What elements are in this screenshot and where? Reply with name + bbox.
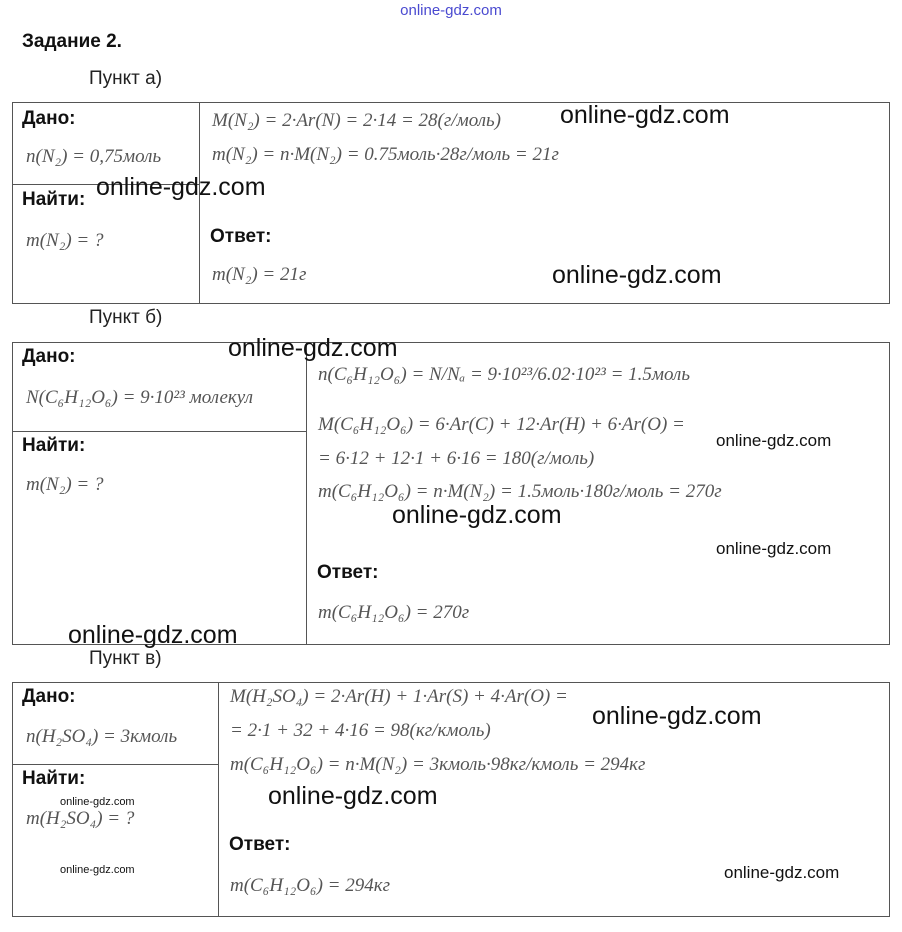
watermark: online-gdz.com	[60, 864, 135, 876]
part-c-find-label: Найти:	[22, 768, 86, 789]
page-title: Задание 2.	[22, 31, 122, 52]
part-c-row-divider	[13, 764, 218, 765]
part-b-find-label: Найти:	[22, 435, 86, 456]
part-c-solution-line: = 2·1 + 32 + 4·16 = 98(кг/кмоль)	[230, 720, 491, 741]
part-c-find-formula: m(H₂SO₄) = ?	[26, 808, 135, 829]
part-c-solution-line: m(C₆H₁₂O₆) = n·M(N₂) = 3кмоль·98кг/кмоль = 294кг	[230, 754, 646, 775]
part-c-given-label: Дано:	[22, 686, 76, 707]
part-b-row-divider	[13, 431, 306, 432]
watermark: online-gdz.com	[724, 863, 840, 882]
part-b-given-label: Дано:	[22, 346, 76, 367]
watermark: online-gdz.com	[60, 796, 135, 808]
watermark: online-gdz.com	[68, 621, 238, 649]
part-c-answer-label: Ответ:	[229, 834, 291, 855]
part-a-answer-label: Ответ:	[210, 226, 272, 247]
part-a-answer-formula: m(N₂) = 21г	[212, 264, 307, 285]
part-b-answer-formula: m(C₆H₁₂O₆) = 270г	[318, 602, 470, 623]
watermark: online-gdz.com	[592, 702, 762, 730]
part-a-given-formula	[26, 146, 161, 168]
part-c-given-formula: n(H₂SO₄) = 3кмоль	[26, 726, 178, 747]
part-a-solution-line: M(N₂) = 2·Ar(N) = 2·14 = 28(г/моль)	[212, 110, 501, 131]
watermark: online-gdz.com	[716, 431, 832, 450]
part-a-find-formula: m(N₂) = ?	[26, 230, 104, 251]
watermark: online-gdz.com	[552, 261, 722, 289]
watermark: online-gdz.com	[228, 334, 398, 362]
top-watermark: online-gdz.com	[400, 2, 502, 19]
part-b-divider	[306, 343, 307, 644]
part-c-divider	[218, 683, 219, 916]
watermark: online-gdz.com	[716, 539, 832, 558]
part-b-solution-line: n(C₆H₁₂O₆) = N/Nₐ = 9·10²³/6.02·10²³ = 1.5моль	[318, 364, 690, 385]
part-b-given-formula: N(C₆H₁₂O₆) = 9·10²³ молекул	[26, 387, 254, 408]
part-a-divider	[199, 103, 200, 303]
part-c-title: Пункт в)	[89, 648, 162, 669]
part-c-answer-formula: m(C₆H₁₂O₆) = 294кг	[230, 875, 391, 896]
part-a-find-label: Найти:	[22, 189, 86, 210]
part-a-solution-line: m(N₂) = n·M(N₂) = 0.75моль·28г/моль = 21г	[212, 144, 559, 165]
part-a-given-label: Дано:	[22, 108, 76, 129]
part-b-solution-line: = 6·12 + 12·1 + 6·16 = 180(г/моль)	[318, 448, 595, 469]
watermark: online-gdz.com	[96, 173, 266, 201]
watermark: online-gdz.com	[560, 101, 730, 129]
part-c-solution-line: M(H₂SO₄) = 2·Ar(H) + 1·Ar(S) + 4·Ar(O) =	[230, 686, 568, 707]
watermark: online-gdz.com	[392, 501, 562, 529]
part-b-find-formula: m(N₂) = ?	[26, 474, 104, 495]
part-b-solution-line: m(C₆H₁₂O₆) = n·M(N₂) = 1.5моль·180г/моль = 270г	[318, 481, 722, 502]
part-a-table	[12, 102, 890, 304]
part-a-given-text: n(N₂) = 0,75моль	[26, 146, 162, 167]
part-a-title: Пункт а)	[89, 68, 163, 89]
part-b-answer-label: Ответ:	[317, 562, 379, 583]
part-b-solution-line: M(C₆H₁₂O₆) = 6·Ar(C) + 12·Ar(H) + 6·Ar(O) =	[318, 414, 685, 435]
part-b-title: Пункт б)	[89, 307, 163, 328]
watermark: online-gdz.com	[268, 782, 438, 810]
